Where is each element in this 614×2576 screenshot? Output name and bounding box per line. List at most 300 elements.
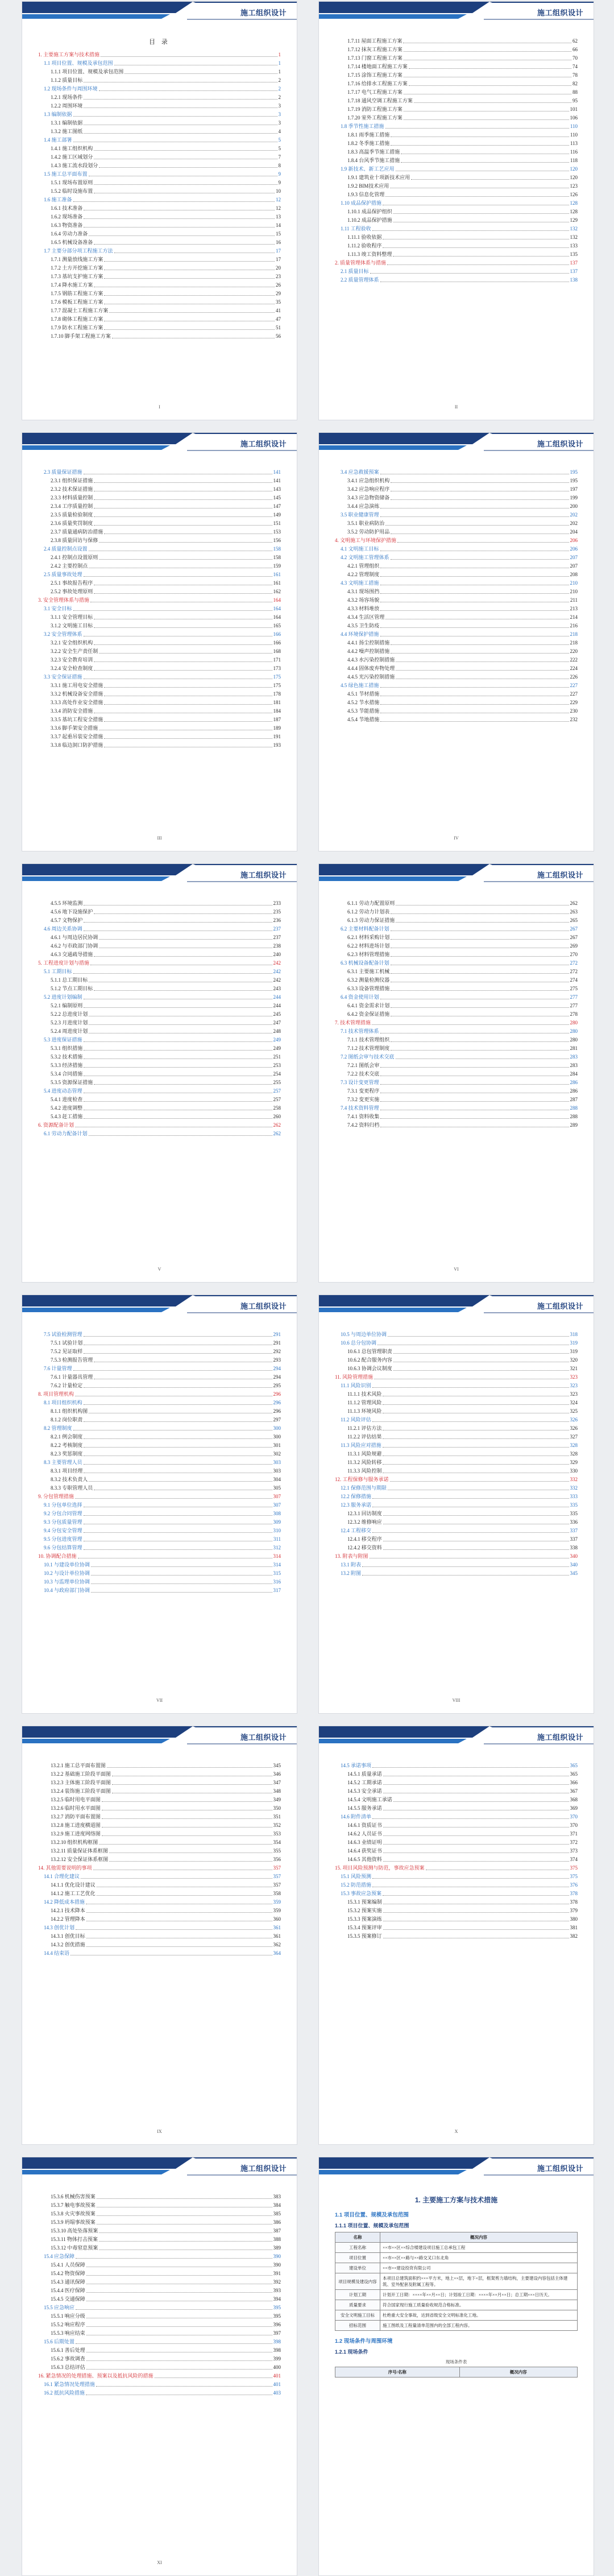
toc-entry[interactable] [38, 1796, 281, 1804]
toc-entry[interactable] [38, 1339, 281, 1347]
toc-entry[interactable] [38, 1770, 281, 1779]
toc-entry[interactable] [38, 698, 281, 707]
toc-entry[interactable] [335, 1339, 578, 1347]
toc-entry[interactable] [38, 170, 281, 179]
toc-entry[interactable] [38, 1813, 281, 1821]
toc-entry[interactable] [38, 2346, 281, 2355]
toc-entry[interactable] [335, 588, 578, 596]
toc-entry[interactable] [335, 899, 578, 908]
toc-entry[interactable] [38, 985, 281, 993]
toc-entry[interactable] [38, 2210, 281, 2218]
toc-entry[interactable] [38, 605, 281, 613]
toc-entry[interactable] [335, 1390, 578, 1399]
toc-entry[interactable] [38, 647, 281, 656]
toc-entry[interactable] [38, 741, 281, 750]
toc-entry[interactable] [335, 1527, 578, 1535]
toc-entry[interactable] [335, 630, 578, 639]
toc-entry[interactable] [335, 647, 578, 656]
toc-entry[interactable] [335, 916, 578, 925]
toc-entry[interactable] [335, 1399, 578, 1407]
toc-entry[interactable] [335, 1019, 578, 1027]
toc-entry[interactable] [335, 1467, 578, 1475]
toc-entry[interactable] [335, 570, 578, 579]
toc-entry[interactable] [335, 1518, 578, 1527]
toc-entry[interactable] [38, 127, 281, 136]
toc-entry[interactable] [38, 639, 281, 647]
toc-entry[interactable] [335, 1484, 578, 1492]
toc-entry[interactable] [38, 1552, 281, 1561]
toc-entry[interactable] [38, 579, 281, 588]
toc-entry[interactable] [38, 1915, 281, 1924]
toc-entry[interactable] [38, 179, 281, 187]
toc-entry[interactable] [38, 59, 281, 68]
toc-entry[interactable] [335, 1535, 578, 1544]
toc-entry[interactable] [335, 242, 578, 250]
toc-entry[interactable] [335, 199, 578, 208]
toc-entry[interactable] [335, 1113, 578, 1121]
toc-entry[interactable] [38, 690, 281, 698]
toc-entry[interactable] [38, 1872, 281, 1881]
toc-entry[interactable] [335, 165, 578, 173]
toc-entry[interactable] [335, 707, 578, 716]
toc-entry[interactable] [335, 519, 578, 528]
toc-entry[interactable] [335, 1036, 578, 1044]
toc-entry[interactable] [38, 950, 281, 959]
toc-entry[interactable] [335, 942, 578, 950]
toc-entry[interactable] [335, 494, 578, 502]
toc-entry[interactable] [38, 716, 281, 724]
toc-entry[interactable] [335, 716, 578, 724]
toc-entry[interactable] [38, 1475, 281, 1484]
toc-entry[interactable] [335, 959, 578, 967]
toc-entry[interactable] [335, 468, 578, 477]
toc-entry[interactable] [38, 1382, 281, 1390]
toc-entry[interactable] [38, 2235, 281, 2244]
toc-entry[interactable] [38, 119, 281, 127]
toc-entry[interactable] [38, 664, 281, 673]
toc-entry[interactable] [38, 2355, 281, 2363]
toc-entry[interactable] [38, 2304, 281, 2312]
toc-entry[interactable] [38, 724, 281, 733]
toc-entry[interactable] [335, 502, 578, 511]
toc-entry[interactable] [38, 1078, 281, 1087]
toc-entry[interactable] [335, 1847, 578, 1855]
toc-entry[interactable] [38, 315, 281, 324]
toc-entry[interactable] [335, 88, 578, 97]
toc-entry[interactable] [335, 1010, 578, 1019]
toc-entry[interactable] [38, 933, 281, 942]
toc-entry[interactable] [335, 1889, 578, 1898]
toc-entry[interactable] [335, 605, 578, 613]
toc-entry[interactable] [38, 1027, 281, 1036]
toc-entry[interactable] [335, 1458, 578, 1467]
toc-entry[interactable] [335, 1898, 578, 1907]
toc-entry[interactable] [335, 1053, 578, 1061]
toc-entry[interactable] [38, 1527, 281, 1535]
toc-entry[interactable] [335, 122, 578, 131]
toc-entry[interactable] [335, 259, 578, 267]
toc-entry[interactable] [38, 519, 281, 528]
toc-entry[interactable] [335, 933, 578, 942]
toc-entry[interactable] [38, 136, 281, 144]
toc-entry[interactable] [335, 1407, 578, 1416]
toc-entry[interactable] [38, 281, 281, 290]
toc-entry[interactable] [38, 2227, 281, 2235]
toc-entry[interactable] [335, 1044, 578, 1053]
toc-entry[interactable] [38, 1070, 281, 1078]
toc-entry[interactable] [38, 1804, 281, 1813]
toc-entry[interactable] [335, 1864, 578, 1872]
toc-entry[interactable] [38, 2363, 281, 2372]
toc-entry[interactable] [335, 477, 578, 485]
toc-entry[interactable] [335, 1770, 578, 1779]
toc-entry[interactable] [38, 1501, 281, 1510]
toc-entry[interactable] [335, 1433, 578, 1441]
toc-entry[interactable] [38, 1510, 281, 1518]
toc-entry[interactable] [38, 1407, 281, 1416]
toc-entry[interactable] [335, 1510, 578, 1518]
toc-entry[interactable] [335, 1373, 578, 1382]
toc-entry[interactable] [335, 1027, 578, 1036]
toc-entry[interactable] [38, 1864, 281, 1872]
toc-entry[interactable] [335, 80, 578, 88]
toc-entry[interactable] [38, 290, 281, 298]
toc-entry[interactable] [335, 673, 578, 681]
toc-entry[interactable] [335, 191, 578, 199]
toc-entry[interactable] [335, 1544, 578, 1552]
toc-entry[interactable] [38, 1889, 281, 1898]
toc-entry[interactable] [335, 967, 578, 976]
toc-entry[interactable] [38, 2312, 281, 2321]
toc-entry[interactable] [38, 511, 281, 519]
toc-entry[interactable] [335, 1492, 578, 1501]
toc-entry[interactable] [335, 54, 578, 63]
toc-entry[interactable] [335, 1569, 578, 1578]
toc-entry[interactable] [38, 1104, 281, 1113]
toc-entry[interactable] [38, 656, 281, 664]
toc-entry[interactable] [335, 1330, 578, 1339]
toc-entry[interactable] [335, 156, 578, 165]
toc-entry[interactable] [335, 1121, 578, 1130]
toc-entry[interactable] [38, 1087, 281, 1095]
toc-entry[interactable] [335, 664, 578, 673]
toc-entry[interactable] [38, 187, 281, 196]
toc-entry[interactable] [38, 908, 281, 916]
toc-entry[interactable] [38, 153, 281, 162]
toc-entry[interactable] [38, 272, 281, 281]
toc-entry[interactable] [38, 247, 281, 255]
toc-entry[interactable] [38, 1036, 281, 1044]
toc-entry[interactable] [38, 1544, 281, 1552]
toc-entry[interactable] [335, 1347, 578, 1356]
toc-entry[interactable] [335, 208, 578, 216]
toc-entry[interactable] [335, 1915, 578, 1924]
toc-entry[interactable] [38, 494, 281, 502]
toc-entry[interactable] [335, 553, 578, 562]
toc-entry[interactable] [335, 976, 578, 985]
toc-entry[interactable] [38, 2389, 281, 2397]
toc-entry[interactable] [335, 1424, 578, 1433]
toc-entry[interactable] [335, 993, 578, 1002]
toc-entry[interactable] [38, 332, 281, 341]
toc-entry[interactable] [335, 1552, 578, 1561]
toc-entry[interactable] [335, 139, 578, 148]
toc-entry[interactable] [335, 63, 578, 71]
toc-entry[interactable] [38, 536, 281, 545]
toc-entry[interactable] [38, 570, 281, 579]
toc-entry[interactable] [38, 1838, 281, 1847]
toc-entry[interactable] [335, 225, 578, 233]
toc-entry[interactable] [38, 1002, 281, 1010]
toc-entry[interactable] [38, 622, 281, 630]
toc-entry[interactable] [38, 85, 281, 93]
toc-entry[interactable] [38, 264, 281, 272]
toc-entry[interactable] [38, 196, 281, 204]
toc-entry[interactable] [38, 2269, 281, 2278]
toc-entry[interactable] [335, 485, 578, 494]
toc-entry[interactable] [335, 562, 578, 570]
toc-entry[interactable] [38, 1467, 281, 1475]
toc-entry[interactable] [335, 1924, 578, 1932]
toc-entry[interactable] [38, 2329, 281, 2338]
toc-entry[interactable] [38, 596, 281, 605]
toc-entry[interactable] [38, 1424, 281, 1433]
toc-entry[interactable] [335, 1087, 578, 1095]
toc-entry[interactable] [38, 1053, 281, 1061]
toc-entry[interactable] [38, 1881, 281, 1889]
toc-entry[interactable] [38, 1450, 281, 1458]
toc-entry[interactable] [38, 613, 281, 622]
toc-entry[interactable] [335, 1804, 578, 1813]
toc-entry[interactable] [38, 1847, 281, 1855]
toc-entry[interactable] [335, 1356, 578, 1365]
toc-entry[interactable] [335, 1830, 578, 1838]
toc-entry[interactable] [38, 976, 281, 985]
toc-entry[interactable] [38, 993, 281, 1002]
toc-entry[interactable] [38, 1347, 281, 1356]
toc-entry[interactable] [335, 613, 578, 622]
toc-entry[interactable] [335, 1382, 578, 1390]
toc-entry[interactable] [38, 2252, 281, 2261]
toc-entry[interactable] [38, 102, 281, 110]
toc-entry[interactable] [335, 681, 578, 690]
toc-entry[interactable] [38, 2193, 281, 2201]
toc-entry[interactable] [38, 1518, 281, 1527]
toc-entry[interactable] [335, 182, 578, 191]
toc-entry[interactable] [335, 1932, 578, 1941]
toc-entry[interactable] [38, 1492, 281, 1501]
toc-entry[interactable] [335, 985, 578, 993]
toc-entry[interactable] [38, 1569, 281, 1578]
toc-entry[interactable] [335, 622, 578, 630]
toc-entry[interactable] [38, 51, 281, 59]
toc-entry[interactable] [335, 1838, 578, 1847]
toc-entry[interactable] [38, 76, 281, 85]
toc-entry[interactable] [38, 1010, 281, 1019]
toc-entry[interactable] [38, 1416, 281, 1424]
toc-entry[interactable] [335, 1104, 578, 1113]
toc-entry[interactable] [335, 656, 578, 664]
toc-entry[interactable] [38, 110, 281, 119]
toc-entry[interactable] [335, 1821, 578, 1830]
toc-entry[interactable] [335, 1365, 578, 1373]
toc-entry[interactable] [38, 230, 281, 238]
toc-entry[interactable] [38, 1787, 281, 1796]
toc-entry[interactable] [38, 1019, 281, 1027]
toc-entry[interactable] [335, 97, 578, 105]
toc-entry[interactable] [335, 1061, 578, 1070]
toc-entry[interactable] [335, 233, 578, 242]
toc-entry[interactable] [38, 2295, 281, 2304]
toc-entry[interactable] [335, 131, 578, 139]
toc-entry[interactable] [38, 707, 281, 716]
toc-entry[interactable] [335, 267, 578, 276]
toc-entry[interactable] [335, 579, 578, 588]
toc-entry[interactable] [335, 1078, 578, 1087]
toc-entry[interactable] [38, 1365, 281, 1373]
toc-entry[interactable] [38, 673, 281, 681]
toc-entry[interactable] [335, 216, 578, 225]
toc-entry[interactable] [38, 967, 281, 976]
toc-entry[interactable] [38, 144, 281, 153]
toc-entry[interactable] [38, 2261, 281, 2269]
toc-entry[interactable] [38, 1949, 281, 1958]
toc-entry[interactable] [38, 1330, 281, 1339]
toc-entry[interactable] [335, 950, 578, 959]
toc-entry[interactable] [38, 1130, 281, 1138]
toc-entry[interactable] [38, 1121, 281, 1130]
toc-entry[interactable] [335, 105, 578, 114]
toc-entry[interactable] [335, 71, 578, 80]
toc-entry[interactable] [38, 1586, 281, 1595]
toc-entry[interactable] [38, 255, 281, 264]
toc-entry[interactable] [38, 1458, 281, 1467]
toc-entry[interactable] [38, 1484, 281, 1492]
toc-entry[interactable] [335, 1450, 578, 1458]
toc-entry[interactable] [38, 324, 281, 332]
toc-entry[interactable] [38, 562, 281, 570]
toc-entry[interactable] [38, 1821, 281, 1830]
toc-entry[interactable] [38, 681, 281, 690]
toc-entry[interactable] [38, 221, 281, 230]
toc-entry[interactable] [38, 477, 281, 485]
toc-entry[interactable] [335, 511, 578, 519]
toc-entry[interactable] [38, 162, 281, 170]
toc-entry[interactable] [38, 2201, 281, 2210]
toc-entry[interactable] [38, 925, 281, 933]
toc-entry[interactable] [38, 733, 281, 741]
toc-entry[interactable] [38, 1373, 281, 1382]
toc-entry[interactable] [38, 1898, 281, 1907]
toc-entry[interactable] [335, 148, 578, 156]
toc-entry[interactable] [38, 1941, 281, 1949]
toc-entry[interactable] [38, 2338, 281, 2346]
toc-entry[interactable] [335, 1855, 578, 1864]
toc-entry[interactable] [38, 1932, 281, 1941]
toc-entry[interactable] [38, 2321, 281, 2329]
toc-entry[interactable] [335, 1813, 578, 1821]
toc-entry[interactable] [38, 959, 281, 967]
toc-entry[interactable] [38, 307, 281, 315]
toc-entry[interactable] [335, 925, 578, 933]
toc-entry[interactable] [38, 1535, 281, 1544]
toc-entry[interactable] [38, 916, 281, 925]
toc-entry[interactable] [38, 1855, 281, 1864]
toc-entry[interactable] [335, 1787, 578, 1796]
toc-entry[interactable] [335, 1779, 578, 1787]
toc-entry[interactable] [38, 553, 281, 562]
toc-entry[interactable] [38, 213, 281, 221]
toc-entry[interactable] [38, 1433, 281, 1441]
toc-entry[interactable] [335, 114, 578, 122]
toc-entry[interactable] [38, 1044, 281, 1053]
toc-entry[interactable] [38, 1924, 281, 1932]
toc-entry[interactable] [335, 46, 578, 54]
toc-entry[interactable] [38, 2244, 281, 2252]
toc-entry[interactable] [38, 1399, 281, 1407]
toc-entry[interactable] [38, 630, 281, 639]
toc-entry[interactable] [335, 1501, 578, 1510]
toc-entry[interactable] [335, 173, 578, 182]
toc-entry[interactable] [335, 690, 578, 698]
toc-entry[interactable] [38, 1061, 281, 1070]
toc-entry[interactable] [38, 899, 281, 908]
toc-entry[interactable] [335, 1907, 578, 1915]
toc-entry[interactable] [335, 1095, 578, 1104]
toc-entry[interactable] [38, 545, 281, 553]
toc-entry[interactable] [38, 1578, 281, 1586]
toc-entry[interactable] [38, 1095, 281, 1104]
toc-entry[interactable] [335, 37, 578, 46]
toc-entry[interactable] [38, 93, 281, 102]
toc-entry[interactable] [38, 2372, 281, 2380]
toc-entry[interactable] [335, 276, 578, 284]
toc-entry[interactable] [335, 1561, 578, 1569]
toc-entry[interactable] [38, 502, 281, 511]
toc-entry[interactable] [38, 1907, 281, 1915]
toc-entry[interactable] [335, 1475, 578, 1484]
toc-entry[interactable] [38, 298, 281, 307]
toc-entry[interactable] [335, 1441, 578, 1450]
toc-entry[interactable] [335, 528, 578, 536]
toc-entry[interactable] [335, 639, 578, 647]
toc-entry[interactable] [335, 698, 578, 707]
toc-entry[interactable] [38, 1356, 281, 1365]
toc-entry[interactable] [335, 596, 578, 605]
toc-entry[interactable] [38, 588, 281, 596]
toc-entry[interactable] [38, 238, 281, 247]
toc-entry[interactable] [335, 1002, 578, 1010]
toc-entry[interactable] [38, 468, 281, 477]
toc-entry[interactable] [38, 1830, 281, 1838]
toc-entry[interactable] [38, 942, 281, 950]
toc-entry[interactable] [335, 1872, 578, 1881]
toc-entry[interactable] [38, 2286, 281, 2295]
toc-entry[interactable] [335, 1796, 578, 1804]
toc-entry[interactable] [38, 2218, 281, 2227]
toc-entry[interactable] [38, 2380, 281, 2389]
toc-entry[interactable] [38, 204, 281, 213]
toc-entry[interactable] [38, 1561, 281, 1569]
toc-entry[interactable] [335, 250, 578, 259]
toc-entry[interactable] [38, 1441, 281, 1450]
toc-entry[interactable] [38, 68, 281, 76]
toc-entry[interactable] [38, 1779, 281, 1787]
toc-entry[interactable] [335, 1070, 578, 1078]
toc-entry[interactable] [335, 1881, 578, 1889]
toc-entry[interactable] [38, 528, 281, 536]
toc-entry[interactable] [335, 908, 578, 916]
